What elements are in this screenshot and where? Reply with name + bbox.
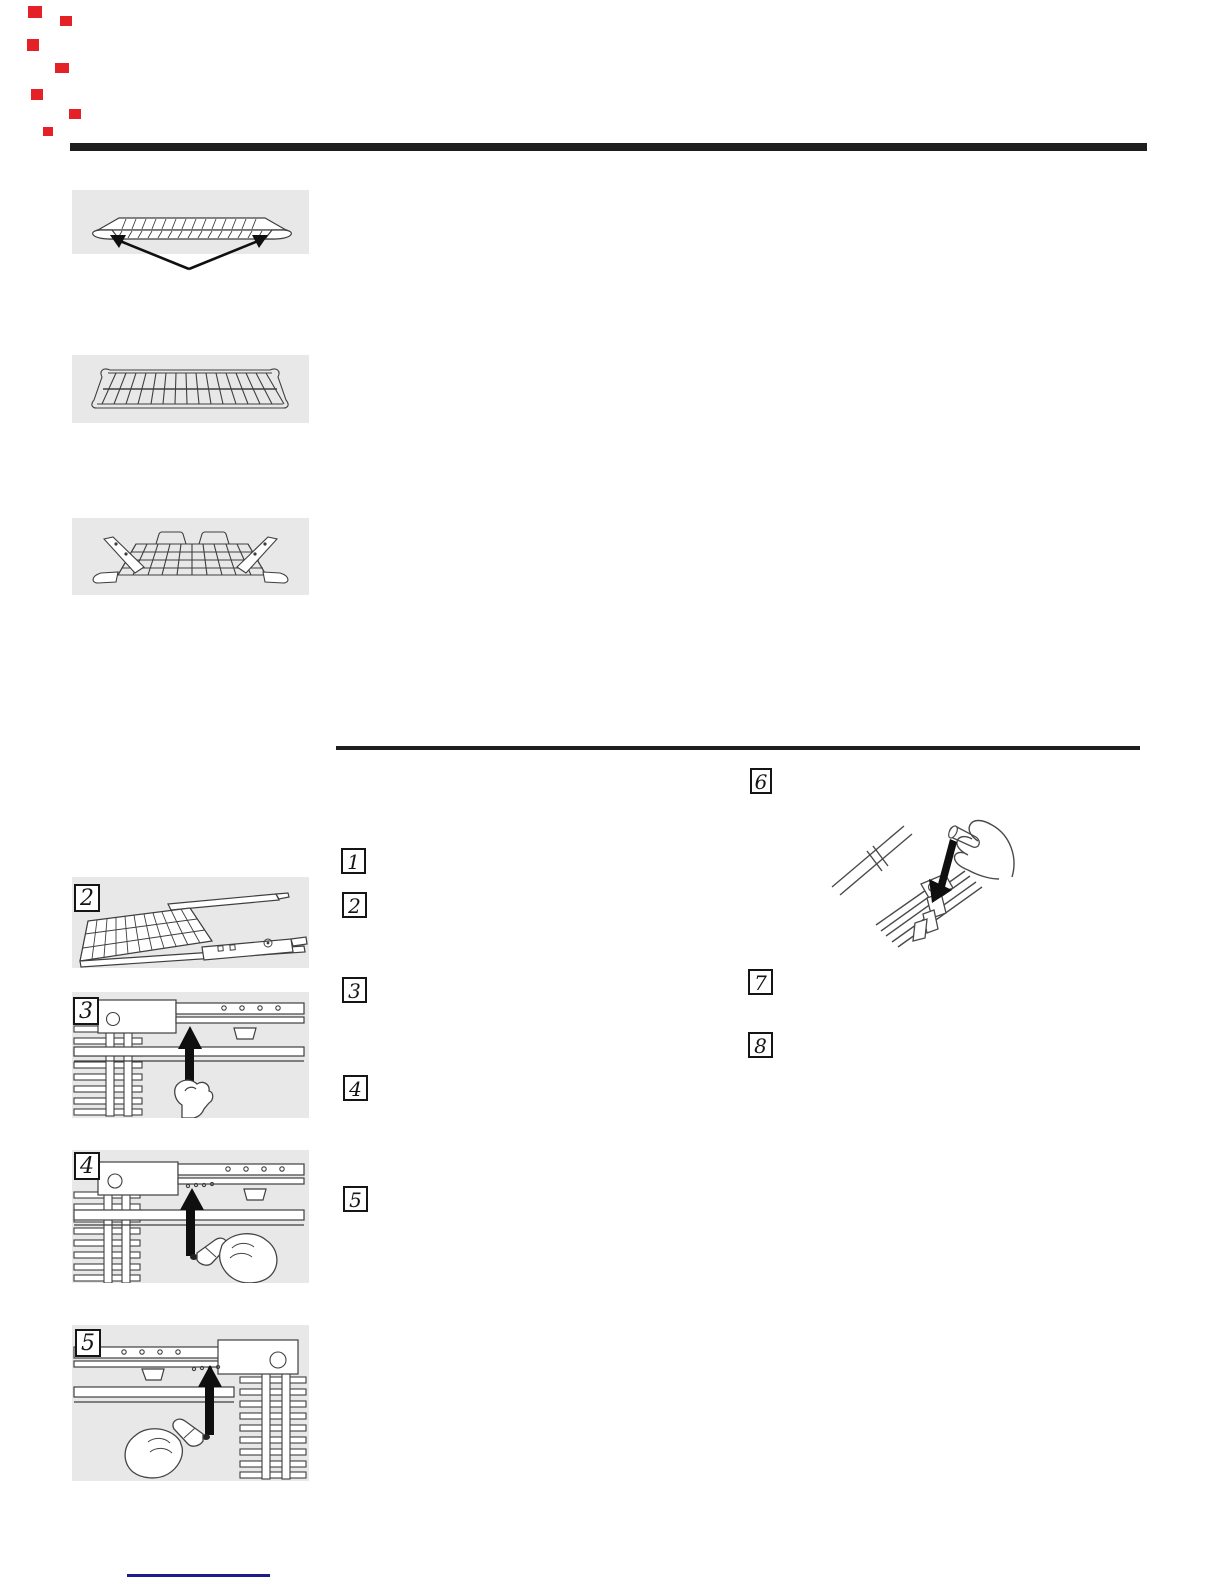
figure-marker-5 [75, 1329, 101, 1357]
step-number: 5 [349, 1187, 362, 1212]
extension-rack-figure [72, 518, 309, 595]
step-marker-7 [748, 969, 773, 995]
figure-marker-2 [74, 884, 100, 912]
finger-releasing-glide-latch-illustration [72, 992, 309, 1118]
rack-extended-on-glide-rail-illustration [72, 877, 309, 968]
step-number: 2 [348, 893, 361, 918]
figure-marker-3 [73, 997, 99, 1025]
hand-with-lubricant-bottle [947, 821, 1014, 880]
applying-lubricant-to-glide-assembly-illustration [826, 795, 1021, 960]
step-marker-4 [343, 1075, 368, 1101]
red-artifact-mark [43, 127, 53, 136]
step-number: 3 [348, 978, 361, 1003]
down-arrow [929, 839, 957, 903]
footer-link-underline[interactable] [127, 1574, 270, 1577]
step-number: 7 [754, 970, 767, 995]
lubricate-rail-figure [72, 1150, 309, 1283]
figure-marker-4 [74, 1152, 100, 1180]
release-latch-figure [72, 992, 309, 1118]
applying-lubricant-to-rail-illustration [72, 1150, 309, 1283]
lubricate-rail-mirrored-figure [72, 1325, 309, 1481]
rack-stop-locks-figure [72, 190, 309, 275]
red-artifact-mark [31, 89, 43, 100]
figure-number: 5 [81, 1331, 95, 1356]
step-marker-1 [341, 848, 366, 874]
figure-number: 2 [80, 886, 94, 911]
applying-lubricant-to-rail-mirrored-illustration [72, 1325, 309, 1481]
red-artifact-mark [69, 109, 81, 119]
step-number: 1 [347, 849, 360, 874]
step-number: 6 [754, 769, 768, 794]
figure-number: 4 [80, 1154, 94, 1179]
glide-rack-figure [72, 877, 309, 968]
flat-rack-figure [72, 355, 309, 423]
extension-glide-rack-illustration [72, 518, 309, 595]
section-divider-rule [336, 746, 1140, 750]
step-number: 8 [754, 1033, 767, 1058]
header-rule [70, 143, 1147, 151]
lubricate-glide-figure [826, 795, 1021, 960]
step-marker-8 [748, 1032, 773, 1058]
red-artifact-mark [55, 63, 69, 73]
step-marker-6 [750, 768, 772, 794]
red-artifact-mark [28, 6, 42, 18]
red-artifact-mark [60, 16, 72, 26]
flat-wire-oven-rack-illustration [72, 355, 309, 423]
oven-rack-edge-with-two-arrows-illustration [72, 190, 309, 275]
step-number: 4 [349, 1076, 362, 1101]
figure-number: 3 [79, 999, 93, 1024]
step-marker-3 [342, 977, 367, 1003]
step-marker-5 [343, 1186, 368, 1212]
red-artifact-mark [27, 39, 39, 51]
step-marker-2 [342, 892, 367, 918]
